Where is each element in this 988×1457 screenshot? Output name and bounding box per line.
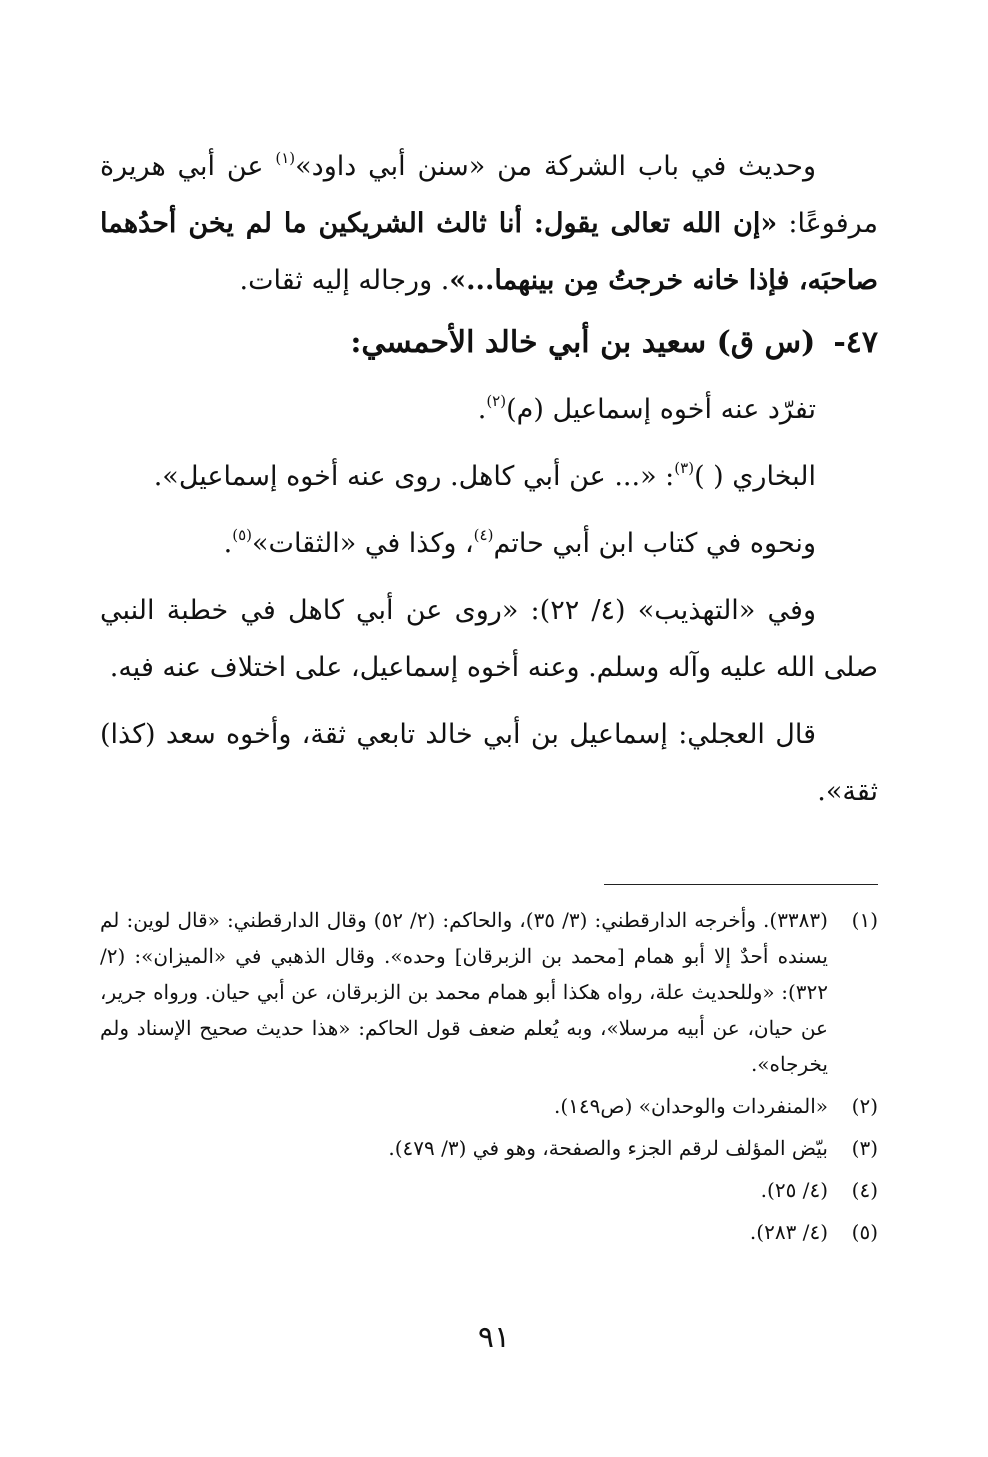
hadith-quote: «إن الله تعالى يقول: أنا ثالث الشريكين ما لم يخن أحدُهما صاحبَه، فإذا خانه خرجتُ مِن بينهما...» bbox=[100, 208, 878, 296]
footnote-text: «المنفردات والوحدان» (ص١٤٩). bbox=[553, 1094, 828, 1118]
main-text bbox=[100, 138, 878, 820]
footnote-number: (٢) bbox=[851, 1094, 878, 1118]
footnote-text: (٤/ ٢٨٣). bbox=[749, 1220, 828, 1244]
footnote-number: (٥) bbox=[851, 1220, 878, 1244]
ibn-abi-hatim-lead: ونحوه في كتاب ابن أبي حاتم bbox=[493, 528, 816, 559]
footnotes bbox=[100, 902, 878, 1256]
footnote-ref-3[interactable]: (٣) bbox=[674, 459, 695, 477]
page-number: ٩١ bbox=[477, 1320, 511, 1355]
entry-number: ٤٧- bbox=[833, 325, 878, 360]
ibn-abi-hatim-tail: . bbox=[223, 528, 233, 559]
footnote-3 bbox=[100, 1130, 878, 1166]
paragraph-ibn-abi-hatim bbox=[100, 515, 878, 572]
bukhari-text: : «... عن أبي كاهل. روى عنه أخوه إسماعيل». bbox=[153, 461, 675, 492]
footnote-4 bbox=[100, 1172, 878, 1208]
footnote-ref-1[interactable]: (١) bbox=[275, 149, 296, 167]
footnote-text: (٤/ ٢٥). bbox=[760, 1178, 828, 1202]
hadith-lead: وحديث في باب الشركة من «سنن أبي داود» bbox=[295, 151, 816, 182]
paragraph-hadith bbox=[100, 138, 878, 309]
tafarrud-text: تفرّد عنه أخوه إسماعيل (م) bbox=[506, 394, 816, 425]
paragraph-tafarrud bbox=[100, 381, 878, 438]
footnote-number: (١) bbox=[851, 908, 878, 932]
hadith-tail: . ورجاله إليه ثقات. bbox=[239, 265, 450, 296]
footnote-ref-2[interactable]: (٢) bbox=[486, 392, 507, 410]
hadith-continuation: عن أبي هريرة مرفوعًا: bbox=[100, 151, 878, 239]
footnote-ref-5[interactable]: (٥) bbox=[232, 526, 253, 544]
footnote-2 bbox=[100, 1088, 878, 1124]
footnote-1 bbox=[100, 902, 878, 1082]
paragraph-bukhari bbox=[100, 448, 878, 505]
paragraph-tahdhib: وفي «التهذيب» (٤/ ٢٢): «روى عن أبي كاهل في خطبة النبي صلى الله عليه وآله وسلم. وعنه أخوه إسماعيل، على اختلاف عنه فيه. bbox=[100, 595, 878, 683]
footnote-text: (٣٣٨٣). وأخرجه الدارقطني: (٣/ ٣٥)، والحاكم: (٢/ ٥٢) وقال الدارقطني: «قال لوين: لم يسنده أحدٌ إلا أبو همام [محمد بن الزبرقان] وحده». وقال الذهبي في «الميزان»: (٢/ ٣٢٢): «وللحديث علة، رواه هكذا أبو همام محمد بن الزبرقان، عن أبي حيان. ورواه جرير، عن حيان، عن أبيه مرسلا»، وبه يُعلم ضعف قول الحاكم: «هذا حديث صحيح الإسناد ولم يخرجاه». bbox=[100, 908, 828, 1076]
thiqat-text: ، وكذا في «الثقات» bbox=[252, 528, 474, 559]
footnote-5 bbox=[100, 1214, 878, 1250]
bukhari-lead: البخاري ( ) bbox=[694, 461, 816, 492]
entry-title: (س ق) سعيد بن أبي خالد الأحمسي: bbox=[350, 325, 816, 360]
footnote-number: (٣) bbox=[851, 1136, 878, 1160]
footnote-ref-4[interactable]: (٤) bbox=[473, 526, 494, 544]
tafarrud-tail: . bbox=[477, 394, 487, 425]
footnote-text: بيّض المؤلف لرقم الجزء والصفحة، وهو في (٣/ ٤٧٩). bbox=[388, 1136, 828, 1160]
footnote-number: (٤) bbox=[851, 1178, 878, 1202]
footnote-separator bbox=[604, 884, 878, 885]
paragraph-ijli: قال العجلي: إسماعيل بن أبي خالد تابعي ثقة، وأخوه سعد (كذا) ثقة». bbox=[100, 719, 878, 807]
entry-heading bbox=[100, 313, 878, 373]
